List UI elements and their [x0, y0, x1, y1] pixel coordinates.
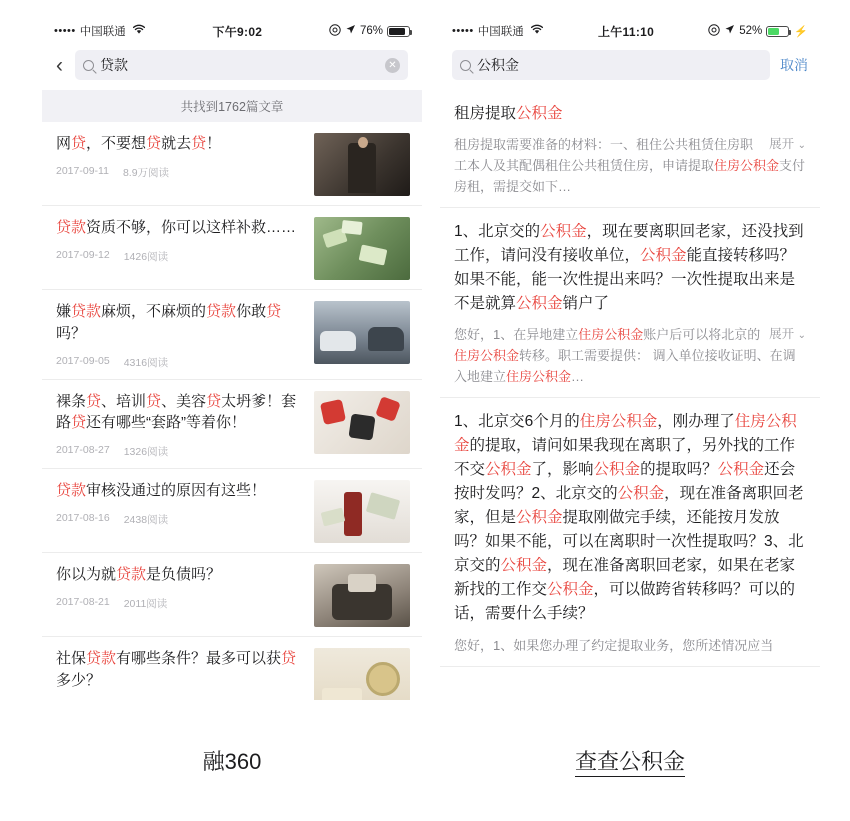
- text-run: 你敢: [236, 303, 267, 320]
- text-run: 转移。职工需要提供： 调入单位接收证明、在调入地建立: [454, 348, 796, 385]
- article-title: [56, 301, 304, 345]
- text-run: 、美容: [161, 392, 207, 410]
- text-run: 就去: [161, 135, 192, 152]
- qa-result-item[interactable]: [440, 90, 820, 208]
- article-date: 2017-09-05: [56, 354, 110, 367]
- qa-question: [454, 102, 806, 126]
- text-run: 还有哪些“套路”等着你！: [86, 414, 247, 432]
- highlight-term: 贷款: [86, 650, 117, 667]
- article-thumbnail: [314, 217, 410, 280]
- text-run: 社保: [56, 650, 87, 667]
- chevron-down-icon: ⌄: [797, 330, 806, 342]
- highlight-term: 贷: [71, 414, 87, 432]
- article-body: [56, 301, 304, 370]
- article-date: 2017-09-12: [56, 248, 110, 261]
- highlight-term: 公积金: [593, 461, 641, 479]
- chevron-down-icon: ⌄: [797, 140, 806, 152]
- qa-result-item[interactable]: [440, 208, 820, 398]
- battery-percent-label: 76%: [359, 25, 383, 37]
- text-run: ，刚办理了: [657, 413, 735, 431]
- search-input-value: 贷款: [100, 57, 128, 73]
- highlight-term: 公积金: [617, 485, 665, 503]
- status-clock: 下午9:02: [212, 24, 263, 39]
- highlight-term: 贷款: [56, 482, 87, 499]
- qa-question: [454, 410, 806, 626]
- status-left-group-right: [452, 23, 544, 39]
- carrier-label: 中国联通: [477, 26, 524, 38]
- article-date: 2017-08-27: [56, 444, 110, 456]
- qa-result-list: [440, 90, 820, 667]
- clear-circle-icon[interactable]: ✕: [385, 58, 400, 73]
- text-run: ！: [206, 135, 222, 152]
- text-run: 裸条: [56, 392, 87, 410]
- article-title: [56, 217, 304, 239]
- rotation-lock-icon: [708, 24, 720, 39]
- text-run: 您好，1、如果您办理了约定提取业务，您所述情况应当: [454, 637, 774, 653]
- text-run: 是负债吗？: [146, 566, 222, 583]
- article-body: [56, 391, 304, 460]
- article-list-item[interactable]: [42, 122, 422, 206]
- location-arrow-icon: [724, 24, 735, 38]
- status-bar-left: [42, 18, 422, 44]
- text-run: ，不要想: [86, 135, 147, 152]
- article-thumbnail: [314, 564, 410, 627]
- qa-answer: [454, 635, 806, 656]
- location-arrow-icon: [345, 24, 356, 38]
- article-meta: [56, 444, 304, 459]
- text-run: 还会按时发吗？2、北京交的: [454, 461, 796, 503]
- text-run: ，现在准备离职回老家，但是: [454, 485, 804, 527]
- highlight-term: 贷: [146, 135, 162, 152]
- highlight-term: 公积金: [640, 247, 687, 265]
- signal-dots-icon: •••••: [54, 25, 76, 37]
- cancel-button[interactable]: 取消: [780, 57, 808, 73]
- search-icon: [83, 60, 94, 71]
- highlight-term: 贷: [86, 392, 102, 410]
- phone-screenshot-left: [42, 18, 422, 700]
- article-thumbnail: [314, 648, 410, 700]
- article-read-count: 1326阅读: [123, 446, 169, 458]
- text-run: 租房提取需要准备的材料：一、租住公共租赁住房职工本人及其配偶租住公共租赁住房，申请提取: [454, 137, 754, 174]
- highlight-term: 贷款: [56, 219, 87, 236]
- search-bar-left: [42, 44, 422, 90]
- highlight-term: 住房公积金: [579, 413, 658, 431]
- highlight-term: 贷款: [71, 303, 102, 320]
- article-meta: [56, 165, 304, 180]
- status-right-group-right: [708, 24, 808, 39]
- text-run: 麻烦，不麻烦的: [101, 303, 207, 320]
- status-bar-right: [440, 18, 820, 44]
- text-run: 销户了: [562, 295, 610, 313]
- article-meta: [56, 249, 304, 264]
- article-title: [56, 648, 304, 692]
- text-run: 多少？: [56, 671, 102, 689]
- article-thumbnail: [314, 480, 410, 543]
- expand-button[interactable]: 展开 ⌄: [769, 137, 806, 152]
- text-run: 账户后可以将北京的: [643, 327, 761, 343]
- text-run: 您好，1、在异地建立: [454, 327, 579, 343]
- article-date: 2017-09-11: [56, 164, 109, 177]
- qa-answer: [454, 134, 806, 197]
- text-run: 、培训: [101, 392, 147, 410]
- article-body: [56, 648, 304, 700]
- wifi-icon: [132, 24, 146, 38]
- highlight-term: 贷: [146, 392, 162, 410]
- text-run: 审核没通过的原因有这些！: [86, 482, 267, 499]
- article-list: [42, 122, 422, 700]
- caption-left: [42, 745, 422, 776]
- highlight-term: 住房公积金: [506, 369, 572, 385]
- article-list-item[interactable]: [42, 290, 422, 380]
- article-thumbnail: [314, 133, 410, 196]
- text-run: 你以为就: [56, 566, 117, 583]
- article-thumbnail: [314, 391, 410, 454]
- text-run: 太坍爹！套路: [56, 392, 297, 432]
- article-read-count: 8.9万阅读: [122, 166, 170, 179]
- battery-icon: [766, 26, 789, 37]
- article-meta: [56, 512, 304, 527]
- caption-left-text: 融360: [202, 749, 262, 774]
- highlight-term: 贷款: [206, 303, 237, 320]
- text-run: 嫌: [56, 303, 72, 320]
- article-list-item[interactable]: [42, 553, 422, 637]
- status-clock: 上午11:10: [597, 24, 655, 39]
- highlight-term: 公积金: [717, 461, 765, 479]
- battery-icon: [387, 26, 410, 37]
- battery-percent-label: 52%: [739, 25, 763, 37]
- text-run: 提取刚做完手续，还能按月发放吗？如果不能，可以在离职时一次性提取吗？3、北京交的: [454, 509, 804, 575]
- article-date: 2017-08-21: [56, 595, 110, 608]
- back-chevron-icon[interactable]: ‹: [56, 53, 63, 77]
- article-body: [56, 217, 304, 264]
- highlight-term: 公积金: [516, 295, 563, 313]
- article-body: [56, 480, 304, 527]
- article-list-item[interactable]: [42, 469, 422, 553]
- text-run: 支付房租，需提交如下…: [454, 158, 806, 195]
- highlight-term: 公积金: [485, 461, 532, 479]
- article-date: 2017-08-16: [56, 511, 110, 524]
- article-read-count: 2438阅读: [123, 513, 169, 526]
- article-read-count: 1426阅读: [123, 250, 169, 263]
- rotation-lock-icon: [329, 24, 341, 39]
- highlight-term: 贷: [266, 303, 282, 320]
- text-run: 了，影响: [531, 461, 594, 479]
- result-count-banner: 共找到1762篇文章: [42, 90, 422, 122]
- text-run: 吗？: [56, 324, 87, 342]
- text-run: 1、北京交的: [454, 223, 541, 241]
- text-run: 1、北京交6个月的: [454, 413, 580, 431]
- qa-result-item[interactable]: [440, 398, 820, 666]
- text-run: ，现在准备离职回老家，如果在老家新找的工作交: [454, 557, 796, 599]
- article-list-item[interactable]: [42, 206, 422, 290]
- highlight-term: 住房公积金: [454, 413, 797, 455]
- article-meta: [56, 355, 304, 370]
- search-input[interactable]: [452, 50, 770, 80]
- highlight-term: 贷: [191, 135, 207, 152]
- caption-right: [440, 745, 820, 776]
- highlight-term: 住房公积金: [714, 158, 780, 174]
- text-run: ，可以做跨省转移吗？可以的话，需要什么手续？: [454, 581, 796, 623]
- text-run: 网: [56, 135, 72, 152]
- article-body: [56, 133, 304, 180]
- highlight-term: 公积金: [516, 105, 563, 122]
- article-read-count: 4316阅读: [123, 356, 169, 369]
- text-run: 的提取，请问如果我现在离职了，另外找的工作不交: [454, 437, 796, 479]
- article-list-item[interactable]: [42, 637, 422, 700]
- search-input[interactable]: [75, 50, 408, 80]
- highlight-term: 住房公积金: [454, 348, 520, 364]
- text-run: 能直接转移吗？如果不能，能一次性提出来吗？一次性提取出来是不是就算: [454, 247, 796, 313]
- article-thumbnail: [314, 301, 410, 364]
- text-run: 资质不够，你可以这样补救……: [86, 219, 297, 236]
- highlight-term: 公积金: [516, 509, 563, 527]
- carrier-label: 中国联通: [79, 26, 126, 38]
- highlight-term: 贷: [71, 135, 87, 152]
- article-read-count: 2011阅读: [123, 597, 168, 610]
- search-icon: [460, 60, 471, 71]
- article-list-item[interactable]: [42, 380, 422, 470]
- article-title: [56, 480, 304, 502]
- search-input-value: 公积金: [477, 57, 519, 73]
- signal-dots-icon: •••••: [452, 25, 474, 37]
- highlight-term: 公积金: [547, 581, 594, 599]
- lightning-bolt-icon: ⚡: [794, 25, 808, 38]
- highlight-term: 贷款: [116, 566, 147, 583]
- highlight-term: 贷: [206, 392, 222, 410]
- status-left-group: [54, 23, 146, 39]
- phone-screenshot-right: [440, 18, 820, 700]
- highlight-term: 住房公积金: [578, 327, 644, 343]
- caption-right-text: 查查公积金: [575, 749, 685, 777]
- text-run: ，现在要离职回老家，还没找到工作，请问没有接收单位，: [454, 223, 804, 265]
- highlight-term: 贷: [281, 650, 297, 667]
- article-title: [56, 391, 304, 435]
- qa-answer: [454, 324, 806, 387]
- highlight-term: 公积金: [540, 223, 587, 241]
- article-body: [56, 564, 304, 611]
- expand-button[interactable]: 展开 ⌄: [769, 327, 806, 342]
- qa-question: [454, 220, 806, 316]
- article-title: [56, 564, 304, 586]
- text-run: 的提取吗？: [640, 461, 718, 479]
- text-run: 租房提取: [454, 105, 517, 122]
- text-run: …: [571, 369, 585, 385]
- wifi-icon: [530, 24, 544, 38]
- highlight-term: 公积金: [500, 557, 548, 575]
- status-right-group: [329, 24, 410, 39]
- article-meta: [56, 596, 304, 611]
- text-run: 有哪些条件？最多可以获: [116, 650, 282, 667]
- search-bar-right: [440, 44, 820, 90]
- article-title: [56, 133, 304, 155]
